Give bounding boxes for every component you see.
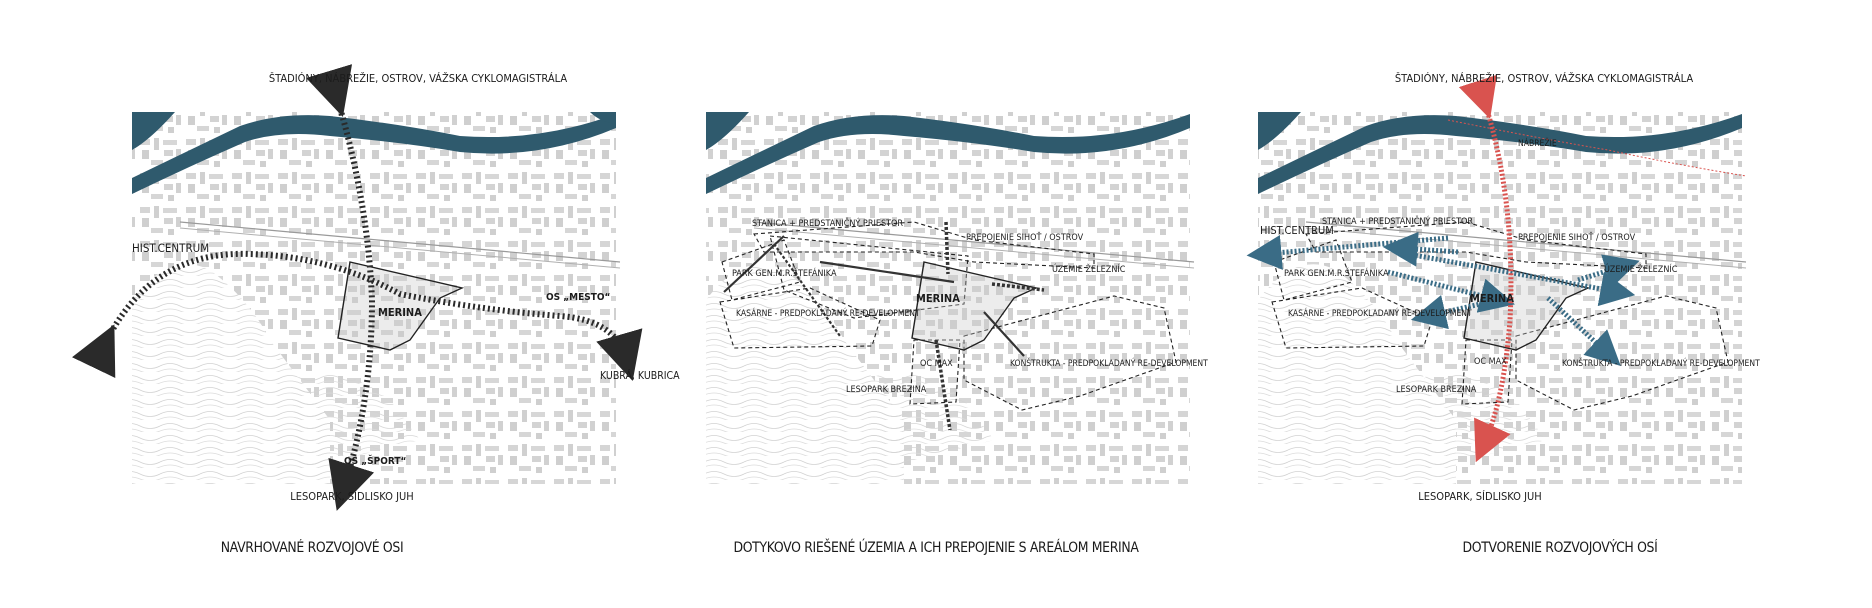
panel-development-axes [0, 0, 680, 608]
panel-touching-areas [624, 0, 1248, 608]
label-os-sport: OS „ŠPORT“ [344, 456, 407, 467]
label-south: LESOPARK, SÍDLISKO JUH [1418, 490, 1542, 503]
label-hist-centrum: HIST.CENTRUM [132, 241, 210, 255]
label-merina: MERINA [916, 292, 960, 305]
label-ocmax: OC MAX [1474, 357, 1507, 367]
label-nabrezie: NÁBREŽIE [1518, 139, 1557, 149]
label-park: PARK GEN.M.R.ŠTEFÁNIKA [732, 269, 837, 279]
label-kubra: KUBRÁ, KUBRICA [600, 370, 680, 382]
caption-completed-axes: DOTVORENIE ROZVOJOVÝCH OSÍ [1462, 540, 1658, 556]
label-north: ŠTADIÓNY, NÁBREŽIE, OSTROV, VÁŽSKA CYKLOMAGISTRÁLA [268, 72, 568, 85]
label-hist-centrum: HIST.CENTRUM [1260, 224, 1334, 237]
label-ocmax: OC MAX [920, 359, 953, 369]
label-north: ŠTADIÓNY, NÁBREŽIE, OSTROV, VÁŽSKA CYKLOMAGISTRÁLA [1394, 72, 1694, 85]
caption-development-axes: NAVRHOVANÉ ROZVOJOVÉ OSI [220, 540, 404, 556]
label-prepojenie: PREPOJENIE SIHOŤ / OSTROV [1518, 233, 1636, 243]
caption-touching-areas: DOTYKOVO RIEŠENÉ ÚZEMIA A ICH PREPOJENIE S AREÁLOM MERINA [733, 540, 1139, 556]
label-merina: MERINA [378, 306, 422, 319]
map-touching-areas [624, 0, 1248, 540]
label-konstrukta: KONŠTRUKTA - PREDPOKLADANÝ RE-DEVELOPMENT [1562, 359, 1760, 369]
label-merina: MERINA [1470, 292, 1514, 305]
label-south: LESOPARK, SÍDLISKO JUH [290, 490, 414, 503]
panel-completed-axes [1248, 0, 1872, 608]
label-uzemie: ÚZEMIE ŽELEZNÍC [1604, 265, 1678, 275]
label-os-mesto: OS „MESTO“ [546, 292, 611, 303]
map-completed-axes [1248, 0, 1872, 540]
map-development-axes [0, 0, 680, 540]
label-stanica: STANICA + PREDSTANIČNÝ PRIESTOR [752, 219, 904, 229]
label-prepojenie: PREPOJENIE SIHOŤ / OSTROV [966, 233, 1084, 243]
label-lesopark: LESOPARK BREZINA [846, 385, 927, 395]
label-uzemie: ÚZEMIE ŽELEZNÍC [1052, 265, 1126, 275]
label-kasarne: KASÁRNE - PREDPOKLADANÝ RE-DEVELOPMENT [736, 309, 920, 319]
label-stanica: STANICA + PREDSTANIČNÝ PRIESTOR [1322, 217, 1474, 227]
label-kasarne: KASÁRNE - PREDPOKLADANÝ RE-DEVELOPMENT [1288, 309, 1472, 319]
label-lesopark: LESOPARK BREZINA [1396, 385, 1477, 395]
label-konstrukta: KONŠTRUKTA - PREDPOKLADANÝ RE-DEVELOPMENT [1010, 359, 1208, 369]
label-park: PARK GEN.M.R.ŠTEFÁNIKA [1284, 269, 1389, 279]
